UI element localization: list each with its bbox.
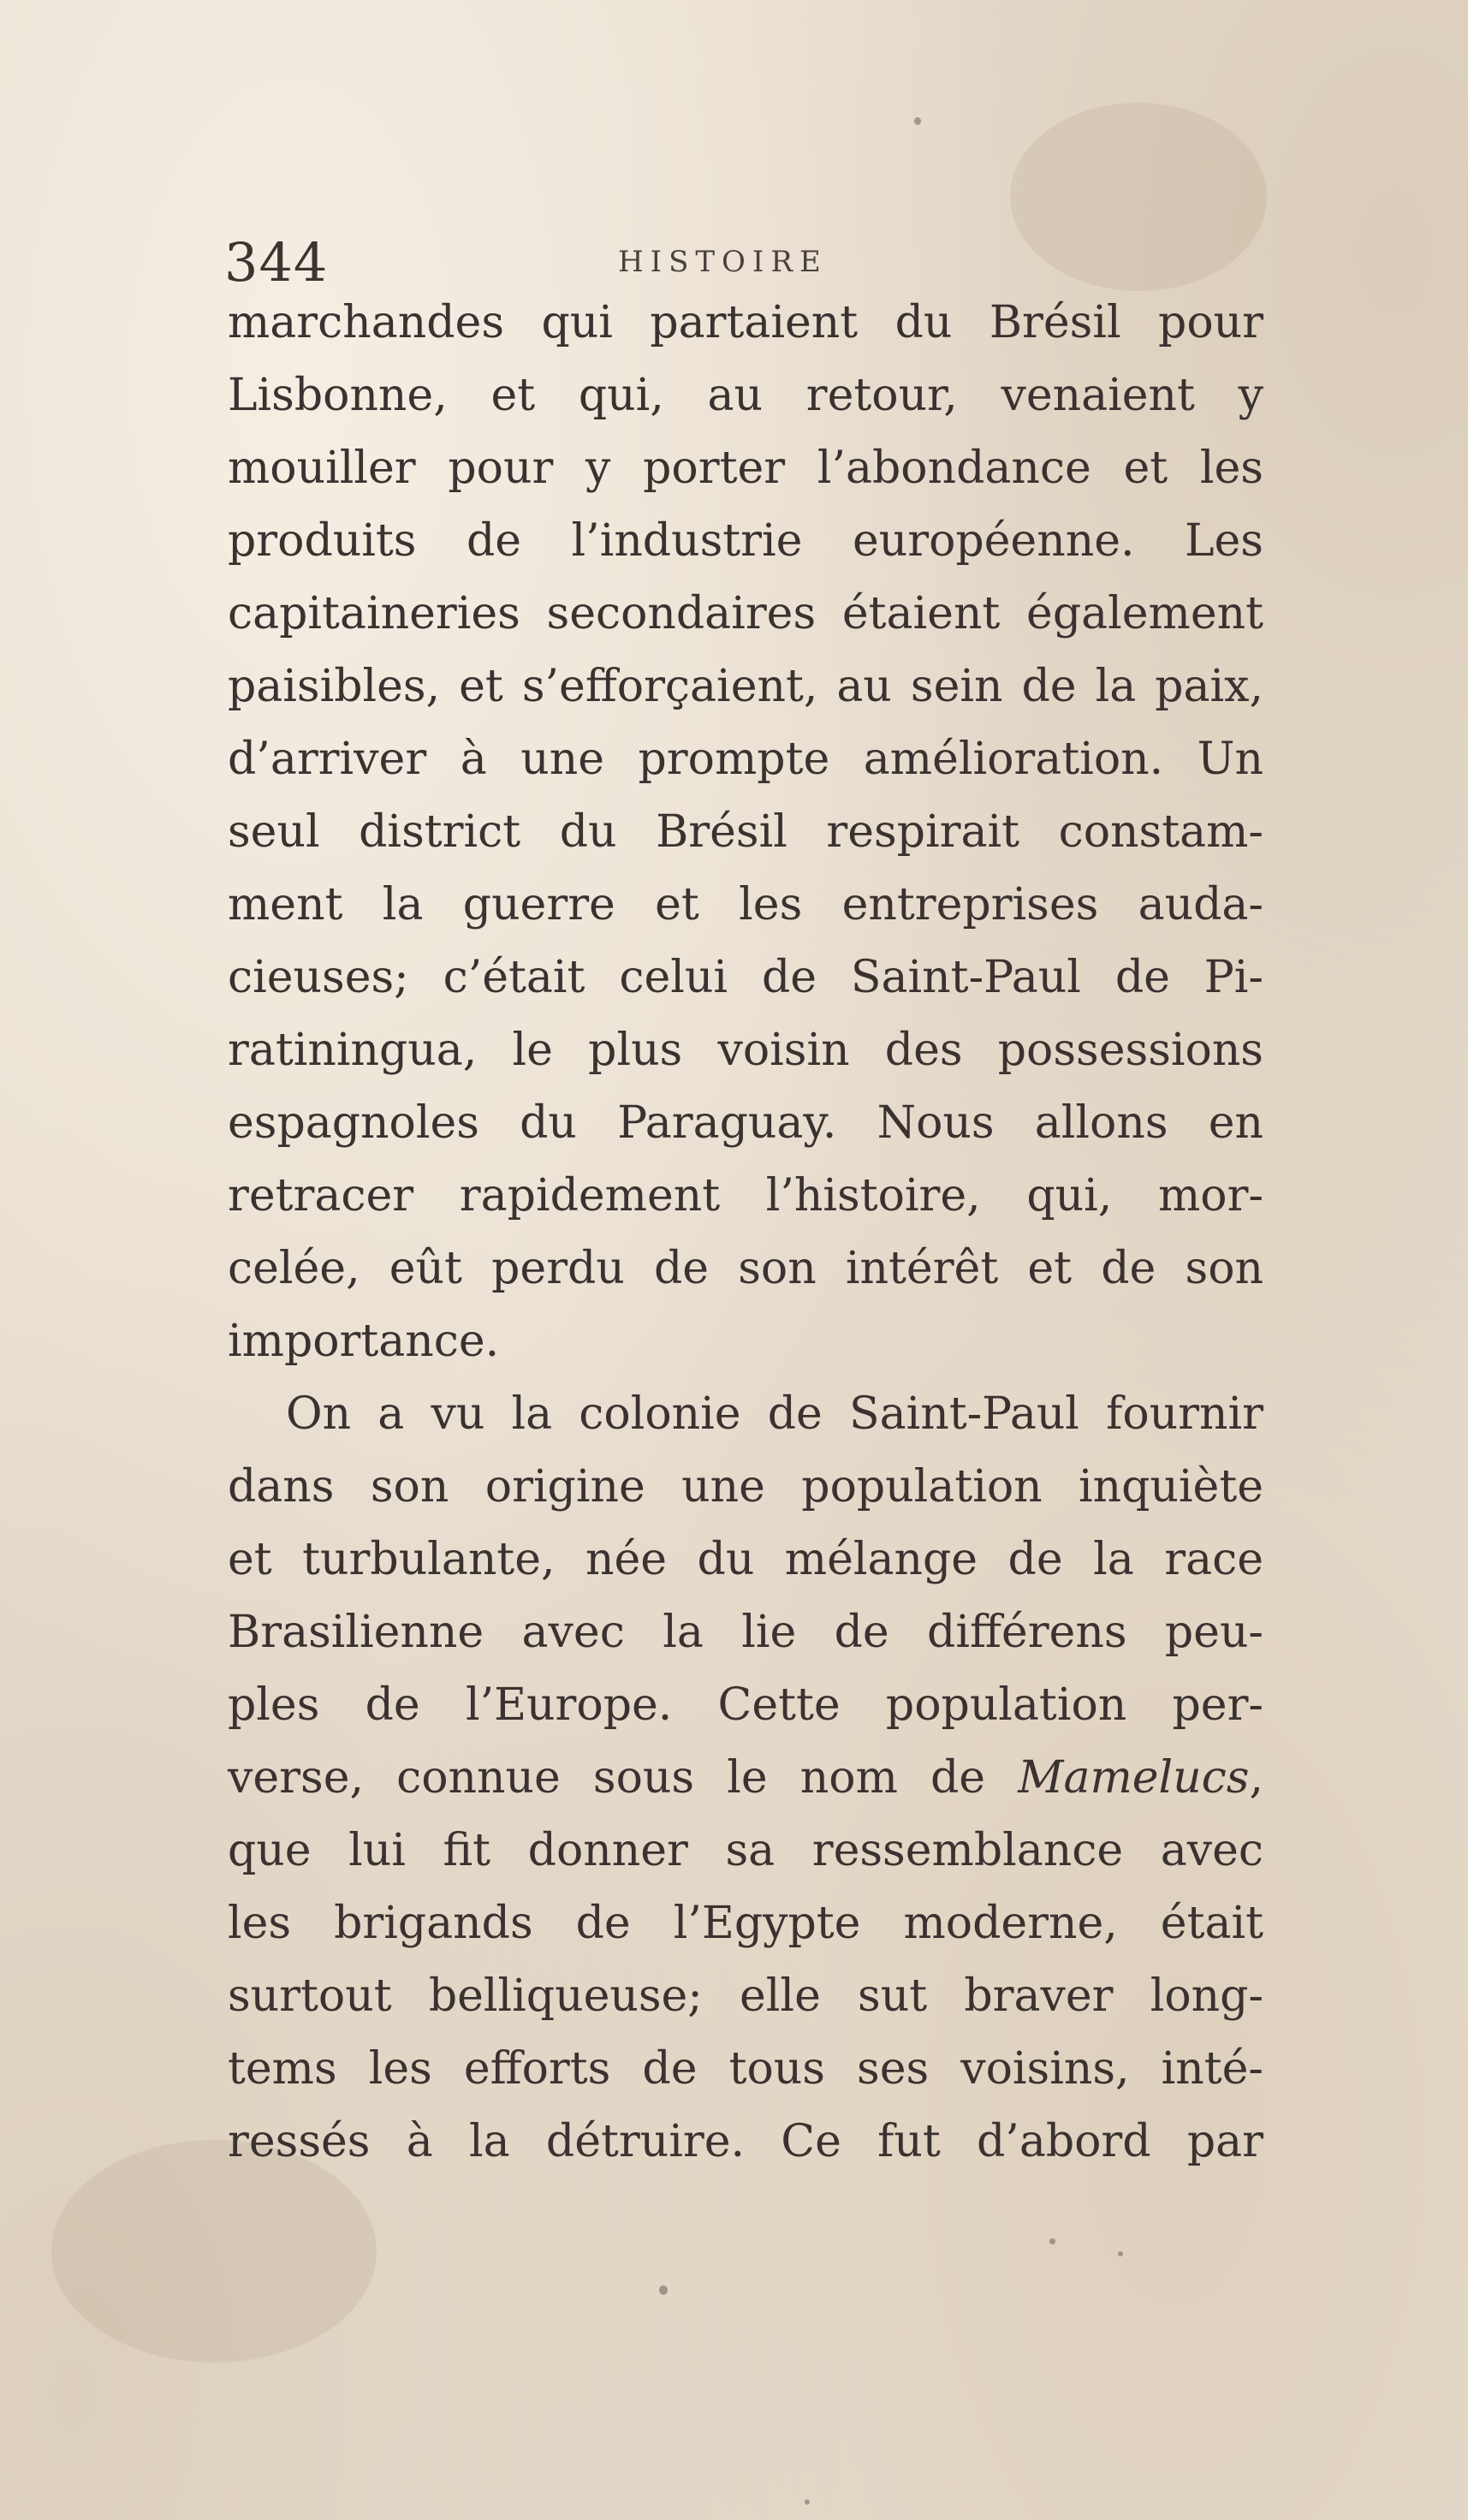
page-number: 344 xyxy=(224,231,329,294)
text-line: ressés à la détruire. Ce fut d’abord par xyxy=(228,2116,1263,2167)
paper-speck xyxy=(1118,2251,1123,2256)
text-line: d’arriver à une prompte amélioration. Un xyxy=(228,734,1263,785)
text-line: mouiller pour y porter l’abondance et les xyxy=(228,443,1263,494)
paper-speck xyxy=(1049,2238,1055,2244)
text-line: ples de l’Europe. Cette population per- xyxy=(228,1679,1263,1731)
text-line: et turbulante, née du mélange de la race xyxy=(228,1534,1263,1585)
text-line: Lisbonne, et qui, au retour, venaient y xyxy=(228,370,1263,421)
text-line: espagnoles du Paraguay. Nous allons en xyxy=(228,1097,1263,1149)
text-line: celée, eût perdu de son intérêt et de son xyxy=(228,1243,1263,1294)
italic-term: Mamelucs xyxy=(1018,1752,1250,1804)
text-line: seul district du Brésil respirait constam- xyxy=(228,806,1263,858)
text-line: ment la guerre et les entreprises auda- xyxy=(228,879,1263,930)
paragraph-start-line: On a vu la colonie de Saint-Paul fournir xyxy=(286,1388,1263,1440)
paragraph-end-line: importance. xyxy=(228,1316,500,1367)
text-line: Brasilienne avec la lie de différens peu- xyxy=(228,1607,1263,1658)
text-line: produits de l’industrie européenne. Les xyxy=(228,515,1263,567)
text-line: tems les efforts de tous ses voisins, inté- xyxy=(228,2043,1263,2095)
text-line: ratiningua, le plus voisin des possessions xyxy=(228,1025,1263,1076)
text-line: capitaineries secondaires étaient également xyxy=(228,588,1263,639)
text-line: retracer rapidement l’histoire, qui, mor- xyxy=(228,1170,1263,1221)
paper-speck xyxy=(914,117,921,125)
text-line: paisibles, et s’efforçaient, au sein de la paix, xyxy=(228,661,1263,712)
text-line: les brigands de l’Egypte moderne, était xyxy=(228,1898,1263,1949)
text-line: cieuses; c’était celui de Saint-Paul de Pi- xyxy=(228,952,1263,1003)
text-line: surtout belliqueuse; elle sut braver long- xyxy=(228,1970,1263,2022)
paper-speck xyxy=(805,2499,810,2505)
text-line: dans son origine une population inquiète xyxy=(228,1461,1263,1513)
text-line: verse, connue sous le nom de Mamelucs, xyxy=(228,1752,1263,1804)
text-line: que lui fit donner sa ressemblance avec xyxy=(228,1825,1263,1876)
body-text xyxy=(228,287,1263,2178)
text-line: marchandes qui partaient du Brésil pour xyxy=(228,297,1263,348)
running-title: HISTOIRE xyxy=(618,245,828,279)
paper-speck xyxy=(659,2285,668,2295)
